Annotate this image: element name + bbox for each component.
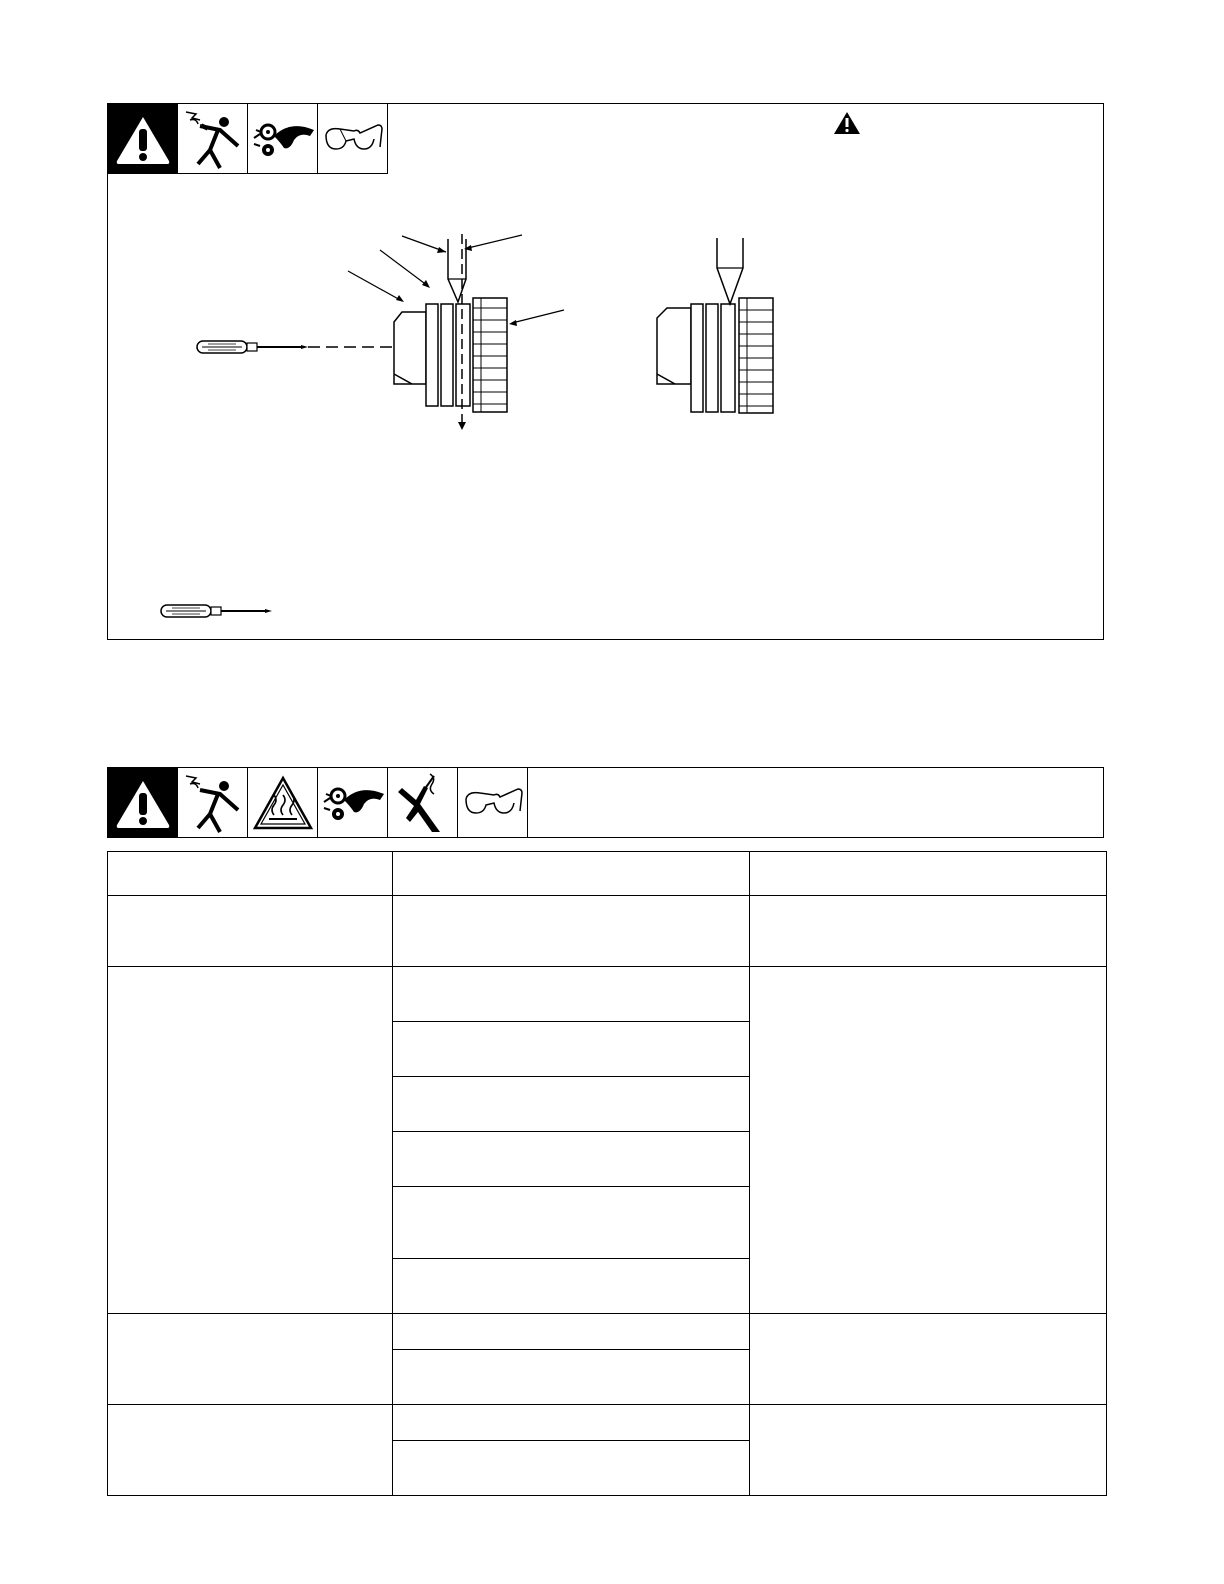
trouble-cell [108, 896, 393, 967]
remedy-cell [750, 967, 1107, 1314]
cause-cell [393, 1441, 750, 1496]
safety-alert-icon [107, 767, 178, 838]
cause-cell [393, 1132, 750, 1187]
cause-cell [393, 1187, 750, 1259]
table-row [108, 1314, 1107, 1350]
cause-cell [393, 1350, 750, 1405]
safety-glasses-icon [317, 103, 388, 174]
electric-shock-icon [177, 103, 248, 174]
troubleshooting-header-panel [107, 767, 1104, 838]
troubleshooting-table [107, 851, 1107, 1496]
drive-roll-alignment-panel [107, 103, 1104, 640]
safety-alert-icon [107, 103, 178, 174]
hot-surface-icon [247, 767, 318, 838]
safety-icon-strip [107, 767, 527, 838]
electric-shock-icon [177, 767, 248, 838]
cause-cell [393, 967, 750, 1022]
remedy-cell [750, 896, 1107, 967]
trouble-cell [108, 1405, 393, 1496]
cause-cell [393, 1259, 750, 1314]
moving-parts-icon [317, 767, 388, 838]
table-row [108, 967, 1107, 1022]
cause-cell [393, 896, 750, 967]
safety-glasses-icon [457, 767, 528, 838]
remedy-cell [750, 1314, 1107, 1405]
warning-triangle-icon [833, 111, 861, 135]
remedy-header-cell [750, 852, 1107, 896]
trouble-header-cell [108, 852, 393, 896]
drive-roll-misaligned-diagram [308, 224, 588, 444]
cause-cell [393, 1314, 750, 1350]
moving-parts-icon [247, 103, 318, 174]
cause-header-cell [393, 852, 750, 896]
trouble-cell [108, 967, 393, 1314]
cause-cell [393, 1022, 750, 1077]
welding-wire-icon [387, 767, 458, 838]
cause-cell [393, 1077, 750, 1132]
screwdriver-tool-icon [160, 601, 275, 621]
table-header-row [108, 852, 1107, 896]
screwdriver-icon [196, 337, 311, 357]
trouble-cell [108, 1314, 393, 1405]
table-row [108, 1405, 1107, 1441]
drive-roll-aligned-diagram [653, 234, 783, 419]
remedy-cell [750, 1405, 1107, 1496]
table-row [108, 896, 1107, 967]
safety-icon-strip [107, 103, 387, 174]
cause-cell [393, 1405, 750, 1441]
